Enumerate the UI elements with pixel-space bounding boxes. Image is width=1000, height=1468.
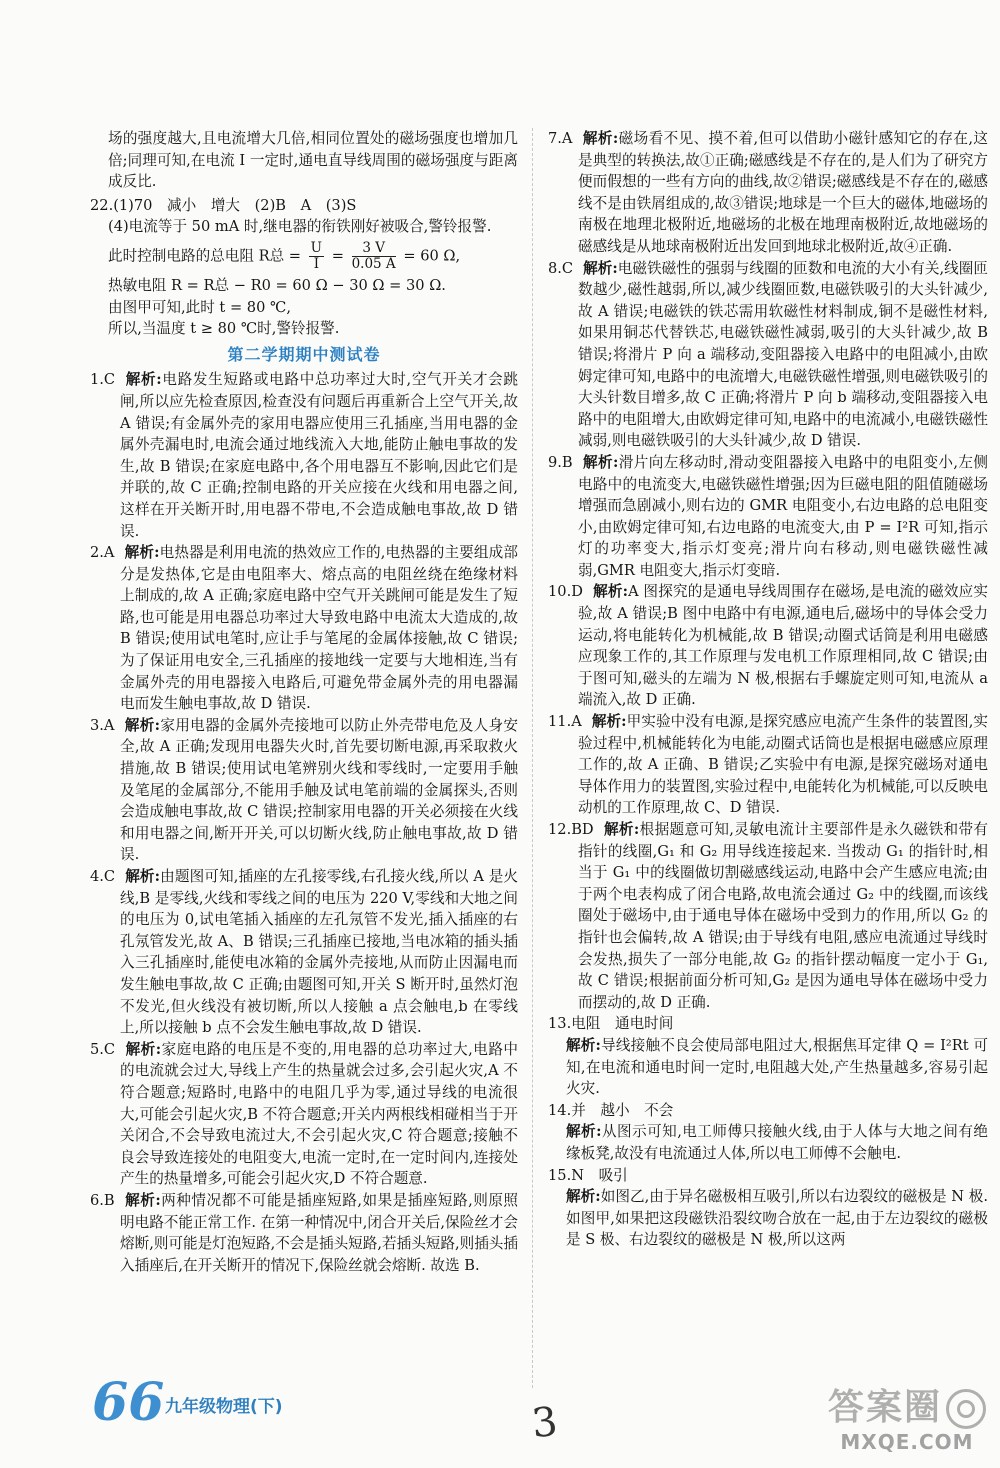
book-title: 九年级物理(下)	[165, 1397, 283, 1417]
analysis-label: 解析:	[582, 453, 619, 471]
answer-item	[90, 369, 518, 542]
q22-answer: 22.(1)70 减小 增大 (2)B A (3)S	[90, 196, 357, 214]
right-column	[548, 128, 988, 1251]
fraction-u-over-i	[309, 241, 324, 272]
item-number: 10.D	[548, 583, 583, 601]
item-number: 12.BD	[548, 821, 594, 838]
answer-item	[90, 715, 518, 866]
fraction-values	[352, 241, 396, 272]
analysis-label: 解析:	[592, 583, 629, 601]
analysis-text: 电热器是利用电流的热效应工作的,电热器的主要组成部分是发热体,它是由电阻率大、熔点高的电阻丝绕在绝缘材料上制成的,故 A 正确;家庭电路中空气开关跳闸可能是发生了短路,也可能是用电器总功率过大导致电路中电流太大造成的,故 B 错误;使用试电笔时,应让手与笔尾的金属体接触,故 C 错误;为了保证用电安全,三孔插座的接地线一定要与大地相连,当有金属外壳的用电器接入电路后,可避免带金属外壳的用电器漏电而发生触电事故,故 D 错误.	[120, 544, 518, 713]
analysis-label: 解析:	[582, 130, 619, 147]
item-number: 4.C	[90, 868, 116, 885]
handwritten-mark: 3	[529, 1398, 560, 1448]
analysis-label: 解析:	[583, 259, 618, 277]
item-number: 1.C	[90, 371, 116, 389]
q22-conclusion: 所以,当温度 t ≥ 80 ℃时,警铃报警.	[108, 320, 340, 338]
watermark-url: MXQE.COM	[840, 1430, 974, 1454]
item-number: 8.C	[548, 259, 574, 277]
analysis-label: 解析:	[124, 716, 161, 734]
analysis-label: 解析:	[125, 868, 161, 885]
answer-item	[90, 866, 518, 1039]
left-column	[90, 128, 518, 1276]
item-number: 5.C	[90, 1040, 116, 1058]
answer-item	[90, 542, 518, 715]
analysis-text: 如图乙,由于异名磁极相互吸引,所以右边裂纹的磁极是 N 极. 如图甲,如果把这段磁铁沿裂纹吻合放在一起,由于左边裂纹的磁极是 S 极、右边裂纹的磁极是 N 极,所以这两	[566, 1188, 988, 1249]
watermark	[828, 1379, 986, 1454]
section-heading: 第二学期期中测试卷	[227, 344, 381, 364]
answer-item	[548, 452, 988, 582]
formula-result: = 60 Ω,	[403, 247, 461, 265]
q14-answer: 14.并 越小 不会	[548, 1101, 674, 1119]
analysis-label: 解析:	[603, 821, 640, 838]
answer-item	[548, 819, 988, 1013]
frac-numerator: 3 V	[352, 241, 396, 257]
analysis-label: 解析:	[566, 1036, 601, 1054]
formula-lead: 此时控制电路的总电阻 R总 =	[108, 247, 306, 265]
answer-item	[548, 711, 988, 819]
q13-analysis	[548, 1035, 988, 1100]
answer-item	[548, 128, 988, 258]
analysis-text: 家用电器的金属外壳接地可以防止外壳带电危及人身安全,故 A 正确;发现用电器失火时,首先要切断电源,再采取救火措施,故 B 错误;使用试电笔辨别火线和零线时,一定要用手触及笔尾的金属部分,不能用手触及试电笔前端的金属探头,否则会造成触电事故,故 C 错误;控制家用电器的开关必须接在火线和用电器之间,断开开关,可以切断火线,防止触电事故,故 D 错误.	[120, 716, 518, 864]
analysis-text: 由题图可知,插座的左孔接零线,右孔接火线,所以 A 是火线,B 是零线,火线和零线之间的电压为 220 V,零线和大地之间的电压为 0,试电笔插入插座的左孔氖管不发光,插入插座的右孔氖管发光,故 A、B 错误;三孔插座已接地,当电冰箱的插头插入三孔插座时,能使电冰箱的金属外壳接地,从而防止因漏电而发生触电事故,故 C 正确;由题图可知,开关 S 断开时,虽然灯泡不发光,但火线没有被切断,所以人接触 a 点会触电,b 在零线上,所以接触 b 点不会发生触电事故,故 D 错误.	[120, 868, 518, 1037]
frac-denominator: 0.05 A	[351, 255, 396, 272]
analysis-text: 导线接触不良会使局部电阻过大,根据焦耳定律 Q = I²Rt 可知,在电流和通电时间一定时,电阻越大处,产生热量越多,容易引起火灾.	[566, 1036, 989, 1098]
item-number: 2.A	[90, 544, 115, 562]
q22-line-temp: 由图甲可知,此时 t = 80 ℃,	[108, 298, 291, 316]
q22-part4: (4)电流等于 50 mA 时,继电器的衔铁刚好被吸合,警铃报警.	[108, 218, 492, 236]
seal-icon	[946, 1389, 986, 1429]
analysis-text: 滑片向左移动时,滑动变阻器接入电路中的电阻变小,左侧电路中的电流变大,电磁铁磁性增强;因为巨磁电阻的阻值随磁场增强而急剧减小,则右边的 GMR 电阻变小,右边电路的总电阻变小,由欧姆定律可知,右边电路的电流变大,由 P = I²R 可知,指示灯的功率变大,指示灯变亮;滑片向右移动,则电磁铁磁性减弱,GMR 电阻变大,指示灯变暗.	[578, 453, 989, 579]
analysis-label: 解析:	[566, 1123, 602, 1141]
item-number: 9.B	[548, 453, 573, 471]
page-number: 66	[92, 1372, 165, 1433]
q13-answer: 13.电阻 通电时间	[548, 1015, 674, 1033]
q14-analysis	[548, 1121, 988, 1164]
column-divider	[532, 128, 533, 1388]
analysis-label: 解析:	[124, 544, 160, 562]
item-number: 3.A	[90, 716, 115, 734]
answer-item	[90, 1039, 518, 1190]
q22-formula-resistance: 此时控制电路的总电阻 R总 = $\frac{U}{I}$ = $\frac{3 V}{0.05 A}$ = 60 Ω,	[108, 239, 461, 272]
q21-continuation: 场的强度越大,且电流增大几倍,相同位置处的磁场强度也增加几倍;同理可知,在电流 I 一定时,通电直导线周围的磁场强度与距离成反比.	[108, 130, 518, 191]
analysis-text: 磁场看不见、摸不着,但可以借助小磁针感知它的存在,这是典型的转换法,故①正确;磁感线是不存在的,是人们为了研究方便而假想的一些有方向的曲线,故②错误;磁感线是不存在的,磁感线不是由铁屑组成的,故③错误;地球是一个巨大的磁体,地磁场的南极在地理北极附近,地磁场的北极在地理南极附近,故地磁场的磁感线是从地球南极附近出发回到地球北极附近,故④正确.	[578, 130, 989, 255]
answer-item	[548, 258, 988, 452]
item-number: 7.A	[548, 130, 573, 147]
answer-item	[548, 581, 988, 711]
q15-analysis	[548, 1186, 988, 1251]
analysis-label: 解析:	[591, 713, 627, 731]
analysis-text: 根据题意可知,灵敏电流计主要部件是永久磁铁和带有指针的线圈,G₁ 和 G₂ 用导线连接起来. 当拨动 G₁ 的指针时,相当于 G₁ 中的线圈做切割磁感线运动,电路中会产生感应电流;由于两个电表构成了闭合电路,故电流会通过 G₂ 中的线圈,而该线圈处于磁场中,由于通电导体在磁场中受到力的作用,所以 G₂ 的指针也会偏转,故 A 错误;由于导线有电阻,感应电流通过导线时会发热,损失了一部分电能,故 G₂ 的指针摆动幅度一定小于 G₁,故 C 错误;根据前面分析可知,G₂ 是因为通电导体在磁场中受力而摆动的,故 D 正确.	[578, 821, 988, 1011]
analysis-text: A 图探究的是通电导线周围存在磁场,是电流的磁效应实验,故 A 错误;B 图中电路中有电源,通电后,磁场中的导体会受力运动,将电能转化为机械能,故 B 错误;动圈式话筒是利用电磁感应现象工作的,其工作原理与发电机工作原理相同,故 C 错误;由于图可知,磁头的左端为 N 极,根据右手螺旋定则可知,电流从 a 端流入,故 D 正确.	[578, 583, 988, 709]
item-number: 11.A	[548, 713, 582, 731]
analysis-text: 电磁铁磁性的强弱与线圈的匝数和电流的大小有关,线圈匝数越少,磁性越弱,所以,减少线圈匝数,电磁铁吸引的大头针减少,故 A 错误;电磁铁的铁芯需用软磁性材料制成,铜不是磁性材料,如果用铜芯代替铁芯,电磁铁磁性减弱,吸引的大头针减少,故 B 错误;将滑片 P 向 a 端移动,变阻器接入电路中的电阻减小,由欧姆定律可知,电路中的电流增大,电磁铁磁性增强,则电磁铁吸引的大头针数目增多,故 C 正确;将滑片 P 向 b 端移动,变阻器接入电路中的电阻增大,由欧姆定律可知,电路中的电流减小,电磁铁磁性减弱,则电磁铁吸引的大头针减少,故 D 错误.	[578, 259, 988, 450]
answer-item	[90, 1190, 518, 1276]
analysis-label: 解析:	[124, 1191, 161, 1209]
analysis-text: 两种情况都不可能是插座短路,如果是插座短路,则原照明电路不能正常工作. 在第一种情况中,闭合开关后,保险丝才会熔断,则可能是灯泡短路,不会是插头短路,若插头短路,则插头插入插座后,在开关断开的情况下,保险丝就会熔断. 故选 B.	[120, 1191, 519, 1274]
analysis-label: 解析:	[125, 1040, 162, 1058]
frac-denominator: I	[313, 255, 320, 272]
item-number: 6.B	[90, 1191, 115, 1209]
analysis-text: 甲实验中没有电源,是探究感应电流产生条件的装置图,实验过程中,机械能转化为电能,动圈式话筒也是根据电磁感应原理工作的,故 A 正确、B 错误;乙实验中有电源,是探究磁场对通电导体作用力的装置图,实验过程中,电能转化为机械能,可以反映电动机的工作原理,故 C、D 错误.	[578, 713, 988, 817]
q15-answer: 15.N 吸引	[548, 1166, 628, 1184]
analysis-text: 家庭电路的电压是不变的,用电器的总功率过大,电路中的电流就会过大,导线上产生的热量就会过多,会引起火灾,A 不符合题意;短路时,电路中的电阻几乎为零,通过导线的电流很大,可能会引起火灾,B 不符合题意;开关内两根线相碰相当于开关闭合,不会导致电流过大,不会引起火灾,C 符合题意;接触不良会导致连接处的电阻变大,电流一定时,在一定时间内,连接处产生的热量增多,可能会引起火灾,D 不符合题意.	[120, 1040, 519, 1188]
analysis-text: 电路发生短路或电路中总功率过大时,空气开关才会跳闸,所以应先检查原因,检查没有问题后再重新合上空气开关,故 A 错误;有金属外壳的家用电器应使用三孔插座,当用电器的金属外壳漏电时,电流会通过地线流入大地,能防止触电事故的发生,故 B 错误;在家庭电路中,各个用电器互不影响,因此它们是并联的,故 C 正确;控制电路的开关应接在火线和用电器之间,这样在开关断开时,用电器不带电,不会造成触电事故,故 D 错误.	[120, 371, 518, 540]
q22-formula-thermistor: 热敏电阻 R = R总 − R0 = 60 Ω − 30 Ω = 30 Ω.	[108, 276, 446, 294]
watermark-logo	[828, 1379, 986, 1430]
frac-numerator: U	[310, 239, 323, 256]
watermark-logo-text: 答案圈	[827, 1387, 942, 1428]
analysis-text: 从图示可知,电工师傅只接触火线,由于人体与大地之间有绝缘板凳,故没有电流通过人体,所以电工师傅不会触电.	[566, 1123, 989, 1162]
analysis-label: 解析:	[566, 1188, 601, 1206]
analysis-label: 解析:	[125, 371, 162, 389]
